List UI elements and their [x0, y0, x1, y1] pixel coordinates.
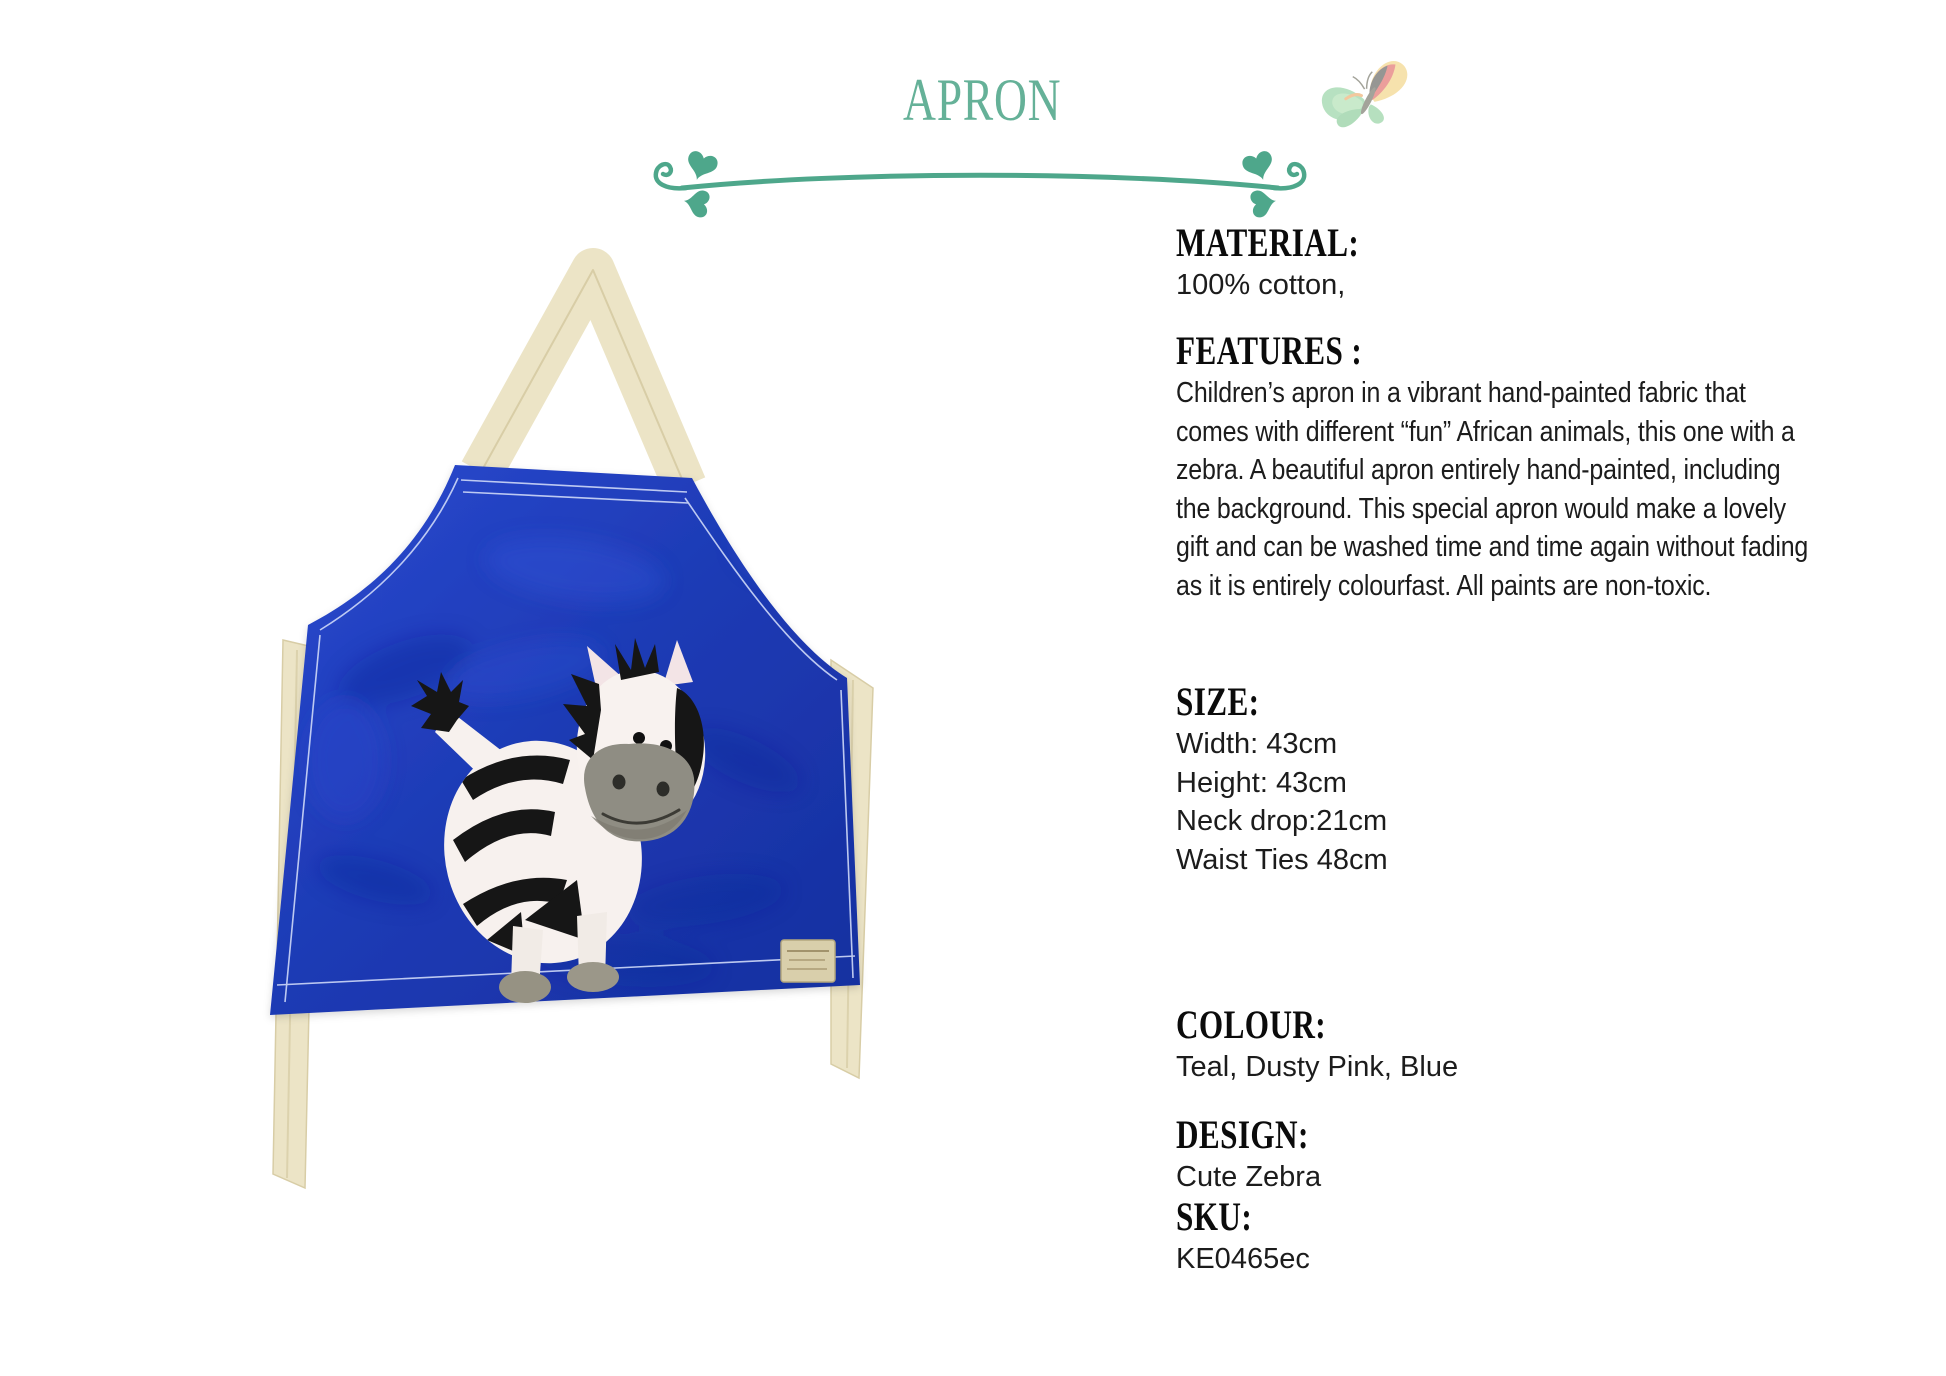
size-neck-drop: Neck drop:21cm: [1176, 805, 1388, 837]
features-line: gift and can be washed time and time again without fading: [1176, 531, 1809, 563]
features-line: zebra. A beautiful apron entirely hand-painted, including: [1176, 454, 1781, 486]
size-width: Width: 43cm: [1176, 728, 1338, 760]
spec-colour: [1176, 1004, 1458, 1086]
product-image-apron: [225, 240, 905, 1310]
size-heading: SIZE:: [1176, 679, 1260, 724]
spec-features: [1176, 330, 1911, 605]
spec-material: [1176, 222, 1411, 304]
features-line: Children’s apron in a vibrant hand-painted fabric that: [1176, 377, 1746, 409]
material-value: 100% cotton,: [1176, 269, 1346, 301]
butterfly-icon: [1316, 48, 1416, 150]
size-height: Height: 43cm: [1176, 766, 1347, 799]
size-waist-ties: Waist Ties 48cm: [1176, 843, 1388, 876]
sku-heading: SKU:: [1176, 1194, 1253, 1239]
design-heading: DESIGN:: [1176, 1112, 1309, 1157]
spec-design: [1176, 1114, 1346, 1196]
neck-strap: [481, 270, 685, 486]
features-line: comes with different “fun” African animals, this one with a: [1176, 415, 1795, 448]
sku-value: KE0465ec: [1176, 1243, 1310, 1275]
brand-label: [781, 940, 835, 982]
heart-divider: [648, 144, 1312, 218]
material-heading: MATERIAL:: [1176, 220, 1360, 265]
page-title: APRON: [903, 67, 1062, 133]
colour-value: Teal, Dusty Pink, Blue: [1176, 1051, 1459, 1083]
design-value: Cute Zebra: [1176, 1161, 1322, 1193]
spec-sku: [1176, 1196, 1310, 1278]
features-line: as it is entirely colourfast. All paints are non-toxic.: [1176, 569, 1712, 602]
features-heading: FEATURES :: [1176, 328, 1363, 373]
colour-heading: COLOUR:: [1176, 1002, 1327, 1047]
features-line: the background. This special apron would make a lovely: [1176, 492, 1786, 525]
spec-size: [1176, 681, 1388, 879]
